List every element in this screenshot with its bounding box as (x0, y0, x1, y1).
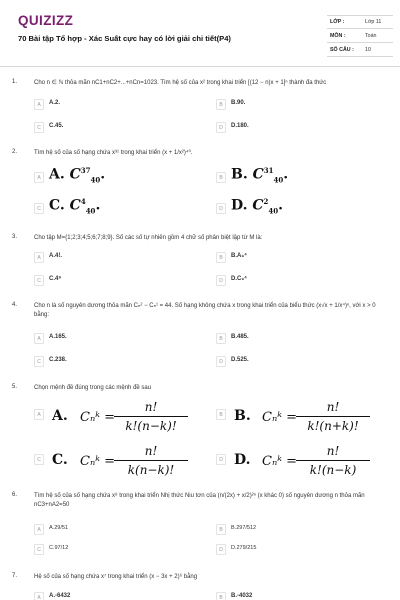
question-text: Chọn mệnh đề đúng trong các mệnh đề sau (34, 385, 152, 391)
meta-key: LỚP : (330, 19, 345, 25)
fraction-denominator: k!(n−k)! (125, 419, 177, 433)
quizizz-logo: QUIZIZZ (18, 13, 74, 28)
worksheet-title: 70 Bài tập Tổ hợp - Xác Suất cực hay có lời giải chi tiết(P4) (18, 34, 231, 43)
option-a-formula (52, 400, 202, 440)
option-text: B.90. (231, 100, 246, 106)
option-letter: A (34, 409, 44, 420)
option-text: C.4⁹ (49, 276, 62, 282)
option-label: C. (49, 197, 65, 214)
combination-symbol: C (69, 197, 81, 214)
option-label: A. (52, 408, 68, 424)
option-text: D.180. (231, 123, 249, 129)
fraction-denominator: k(n−k)! (127, 463, 175, 477)
option-text: A.2. (49, 100, 61, 106)
option-text: C.45. (49, 123, 64, 129)
combination-sub: 40 (85, 206, 96, 216)
combination-sup: 37 (80, 166, 91, 175)
option-letter: B (216, 333, 226, 344)
option-letter: A (34, 592, 44, 600)
fraction (296, 400, 370, 433)
combination-sub: 40 (268, 206, 279, 216)
option-letter: A (34, 99, 44, 110)
fraction-bar (114, 416, 188, 417)
option-letter: C (34, 122, 44, 133)
option-text: C.238. (49, 357, 67, 363)
question-text: Cho tập M={1;2;3;4;5;6;7;8;9}. Số các số tự nhiên gồm 4 chữ số phân biệt lập từ M là: (34, 235, 263, 241)
option-letter: D (216, 544, 226, 555)
question-number: 5. (12, 384, 18, 390)
option-letter: B (216, 592, 226, 600)
fraction (296, 444, 370, 477)
fraction-bar (296, 460, 370, 461)
option-letter: D (216, 122, 226, 133)
option-letter: D (216, 356, 226, 367)
question-number: 3. (12, 234, 18, 240)
question-text: Tìm hệ số của số hạng chứa x⁸ trong khai triển Nhị thức Niu tơn của (n/(2x) + x/2)²ⁿ (x khác 0) số nguyên dương n thỏa mãn nC3+nA2=50 (34, 493, 365, 508)
formula-lhs: Cₙᵏ = (80, 410, 115, 425)
option-label: B. (234, 408, 251, 424)
option-formula (49, 197, 100, 215)
option-text: D.525. (231, 357, 249, 363)
option-letter: D (216, 203, 226, 214)
option-label: B. (231, 166, 248, 183)
meta-row-count (327, 43, 393, 56)
fraction-bar (114, 460, 188, 461)
meta-row-subject (327, 29, 393, 42)
question-text: Cho n là số nguyên dương thỏa mãn Cₙ² − Cₙ¹ = 44. Số hạng không chứa x trong khai triển của biểu thức (x√x + 1/x⁴)ⁿ, với x > 0 bằng: (34, 303, 376, 318)
option-letter: B (216, 524, 226, 535)
question-number: 4. (12, 302, 18, 308)
option-text: A.165. (49, 334, 67, 340)
option-tail: . (95, 197, 101, 214)
meta-value: 10 (365, 47, 371, 53)
option-label: C. (52, 452, 68, 468)
option-letter: C (34, 356, 44, 367)
option-letter: A (34, 252, 44, 263)
option-c-formula (52, 444, 202, 484)
question-number: 6. (12, 492, 18, 498)
question-number: 7. (12, 573, 18, 579)
formula-lhs: Cₙᵏ = (262, 410, 297, 425)
formula-lhs: Cₙᵏ = (262, 454, 297, 469)
fraction (114, 444, 188, 477)
meta-value: Lớp 11 (365, 19, 382, 25)
option-text: D.C₉⁴ (231, 276, 248, 282)
combination-sup: 4 (80, 197, 86, 206)
question-text: Cho n ∈ ℕ thỏa mãn nC1+nC2+...+nCn=1023. Tìm hệ số của x² trong khai triển [(12 − n)x + 1]ⁿ thành đa thức (34, 80, 327, 86)
combination-sup: 2 (263, 197, 269, 206)
option-text: D.279/215 (231, 545, 257, 551)
option-letter: A (34, 172, 44, 183)
option-letter: A (34, 333, 44, 344)
option-tail: . (278, 197, 284, 214)
option-label: A. (49, 166, 65, 183)
combination-sup: 31 (263, 166, 274, 175)
combination-sub: 40 (90, 175, 101, 185)
option-b-formula (234, 400, 384, 440)
meta-value: Toán (365, 33, 377, 39)
option-text: A.4!. (49, 253, 63, 259)
option-letter: D (216, 454, 226, 465)
header-divider (0, 66, 400, 67)
question-number: 2. (12, 149, 18, 155)
combination-sub: 40 (273, 175, 284, 185)
combination-symbol: C (252, 166, 264, 183)
option-letter: B (216, 99, 226, 110)
option-text: B.297/512 (231, 525, 257, 531)
fraction-numerator: n! (326, 444, 340, 458)
meta-key: SỐ CÂU : (330, 47, 354, 53)
fraction (114, 400, 188, 433)
option-formula (231, 197, 283, 215)
option-text: B.-4032 (231, 593, 253, 599)
option-letter: B (216, 172, 226, 183)
fraction-bar (296, 416, 370, 417)
meta-divider (327, 56, 393, 57)
option-letter: C (34, 544, 44, 555)
option-letter: B (216, 252, 226, 263)
option-formula (231, 166, 288, 184)
option-tail: . (283, 166, 289, 183)
option-letter: C (34, 454, 44, 465)
option-letter: C (34, 203, 44, 214)
option-d-formula (234, 444, 384, 484)
option-text: B.485. (231, 334, 249, 340)
option-formula (49, 166, 105, 184)
question-text: Hệ số của số hạng chứa x⁷ trong khai triển (x − 3x + 2)⁶ bằng (34, 574, 198, 580)
question-number: 1. (12, 79, 18, 85)
combination-symbol: C (69, 166, 81, 183)
question-text: Tìm hệ số của số hạng chứa x³¹ trong khai triển (x + 1/x²)⁴⁰. (34, 150, 193, 156)
meta-key: MÔN : (330, 33, 346, 39)
fraction-denominator: k!(n+k)! (307, 419, 359, 433)
fraction-numerator: n! (144, 400, 158, 414)
formula-lhs: Cₙᵏ = (80, 454, 115, 469)
worksheet-header (0, 0, 400, 64)
option-letter: A (34, 524, 44, 535)
fraction-numerator: n! (144, 444, 158, 458)
option-letter: C (34, 275, 44, 286)
fraction-denominator: k!(n−k) (309, 463, 357, 477)
option-text: A.29/51 (49, 525, 68, 531)
combination-symbol: C (252, 197, 264, 214)
option-label: D. (234, 452, 251, 468)
option-letter: D (216, 275, 226, 286)
option-label: D. (231, 197, 248, 214)
option-text: B.A₉⁴ (231, 253, 248, 259)
meta-row-class (327, 15, 393, 28)
fraction-numerator: n! (326, 400, 340, 414)
option-text: A.-6432 (49, 593, 71, 599)
option-tail: . (100, 166, 106, 183)
option-letter: B (216, 409, 226, 420)
option-text: C.97/12 (49, 545, 69, 551)
